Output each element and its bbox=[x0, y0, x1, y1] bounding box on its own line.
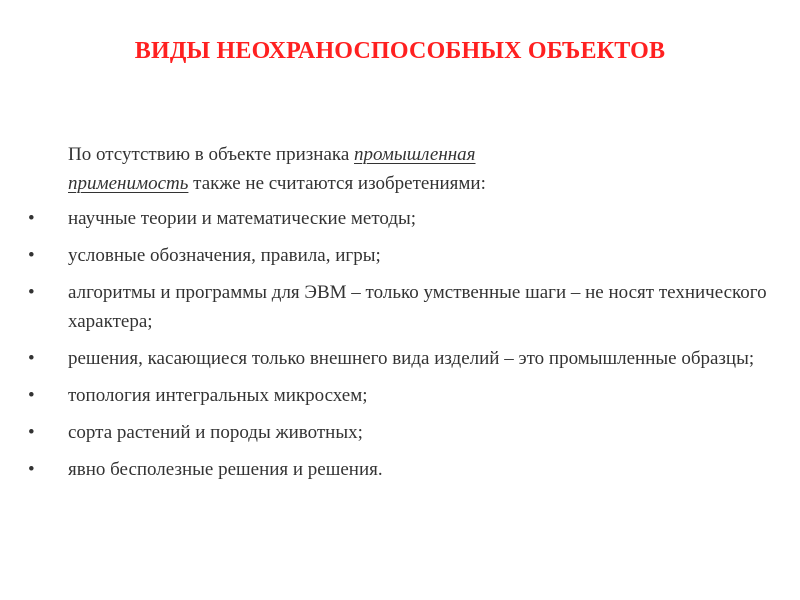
bullet-icon: • bbox=[28, 282, 35, 303]
list-item-text: топология интегральных микросхем; bbox=[68, 385, 368, 406]
intro-underlined-term-part1: промышленная bbox=[354, 144, 476, 165]
intro-tail: также не считаются изобретениями: bbox=[188, 173, 486, 194]
list-item bbox=[28, 344, 773, 373]
bullet-icon: • bbox=[28, 459, 35, 480]
list-item bbox=[28, 455, 773, 484]
list-item bbox=[28, 278, 773, 336]
list-item-text: явно бесполезные решения и решения. bbox=[68, 459, 383, 480]
bullet-icon: • bbox=[28, 348, 35, 369]
intro-underlined-term-part2: применимость bbox=[68, 173, 189, 194]
list-item-text: сорта растений и породы животных; bbox=[68, 422, 363, 443]
list-item-text: решения, касающиеся только внешнего вида изделий – это промышленные образцы; bbox=[68, 348, 755, 369]
list-item bbox=[28, 204, 773, 233]
list-item bbox=[28, 241, 773, 270]
list-item-text: научные теории и математические методы; bbox=[68, 208, 417, 229]
bullet-icon: • bbox=[28, 422, 35, 443]
bullet-icon: • bbox=[28, 245, 35, 266]
list-item-text: условные обозначения, правила, игры; bbox=[68, 245, 381, 266]
list-item-text: алгоритмы и программы для ЭВМ – только умственные шаги – не носят технического характера; bbox=[68, 282, 767, 332]
intro-paragraph bbox=[68, 140, 768, 198]
list-item bbox=[28, 381, 773, 410]
slide-title: ВИДЫ НЕОХРАНОСПОСОБНЫХ ОБЪЕКТОВ bbox=[134, 38, 666, 64]
list-item bbox=[28, 418, 773, 447]
intro-lead: По отсутствию в объекте признака bbox=[68, 144, 355, 165]
bullet-list bbox=[28, 204, 773, 492]
bullet-icon: • bbox=[28, 385, 35, 406]
bullet-icon: • bbox=[28, 208, 35, 229]
